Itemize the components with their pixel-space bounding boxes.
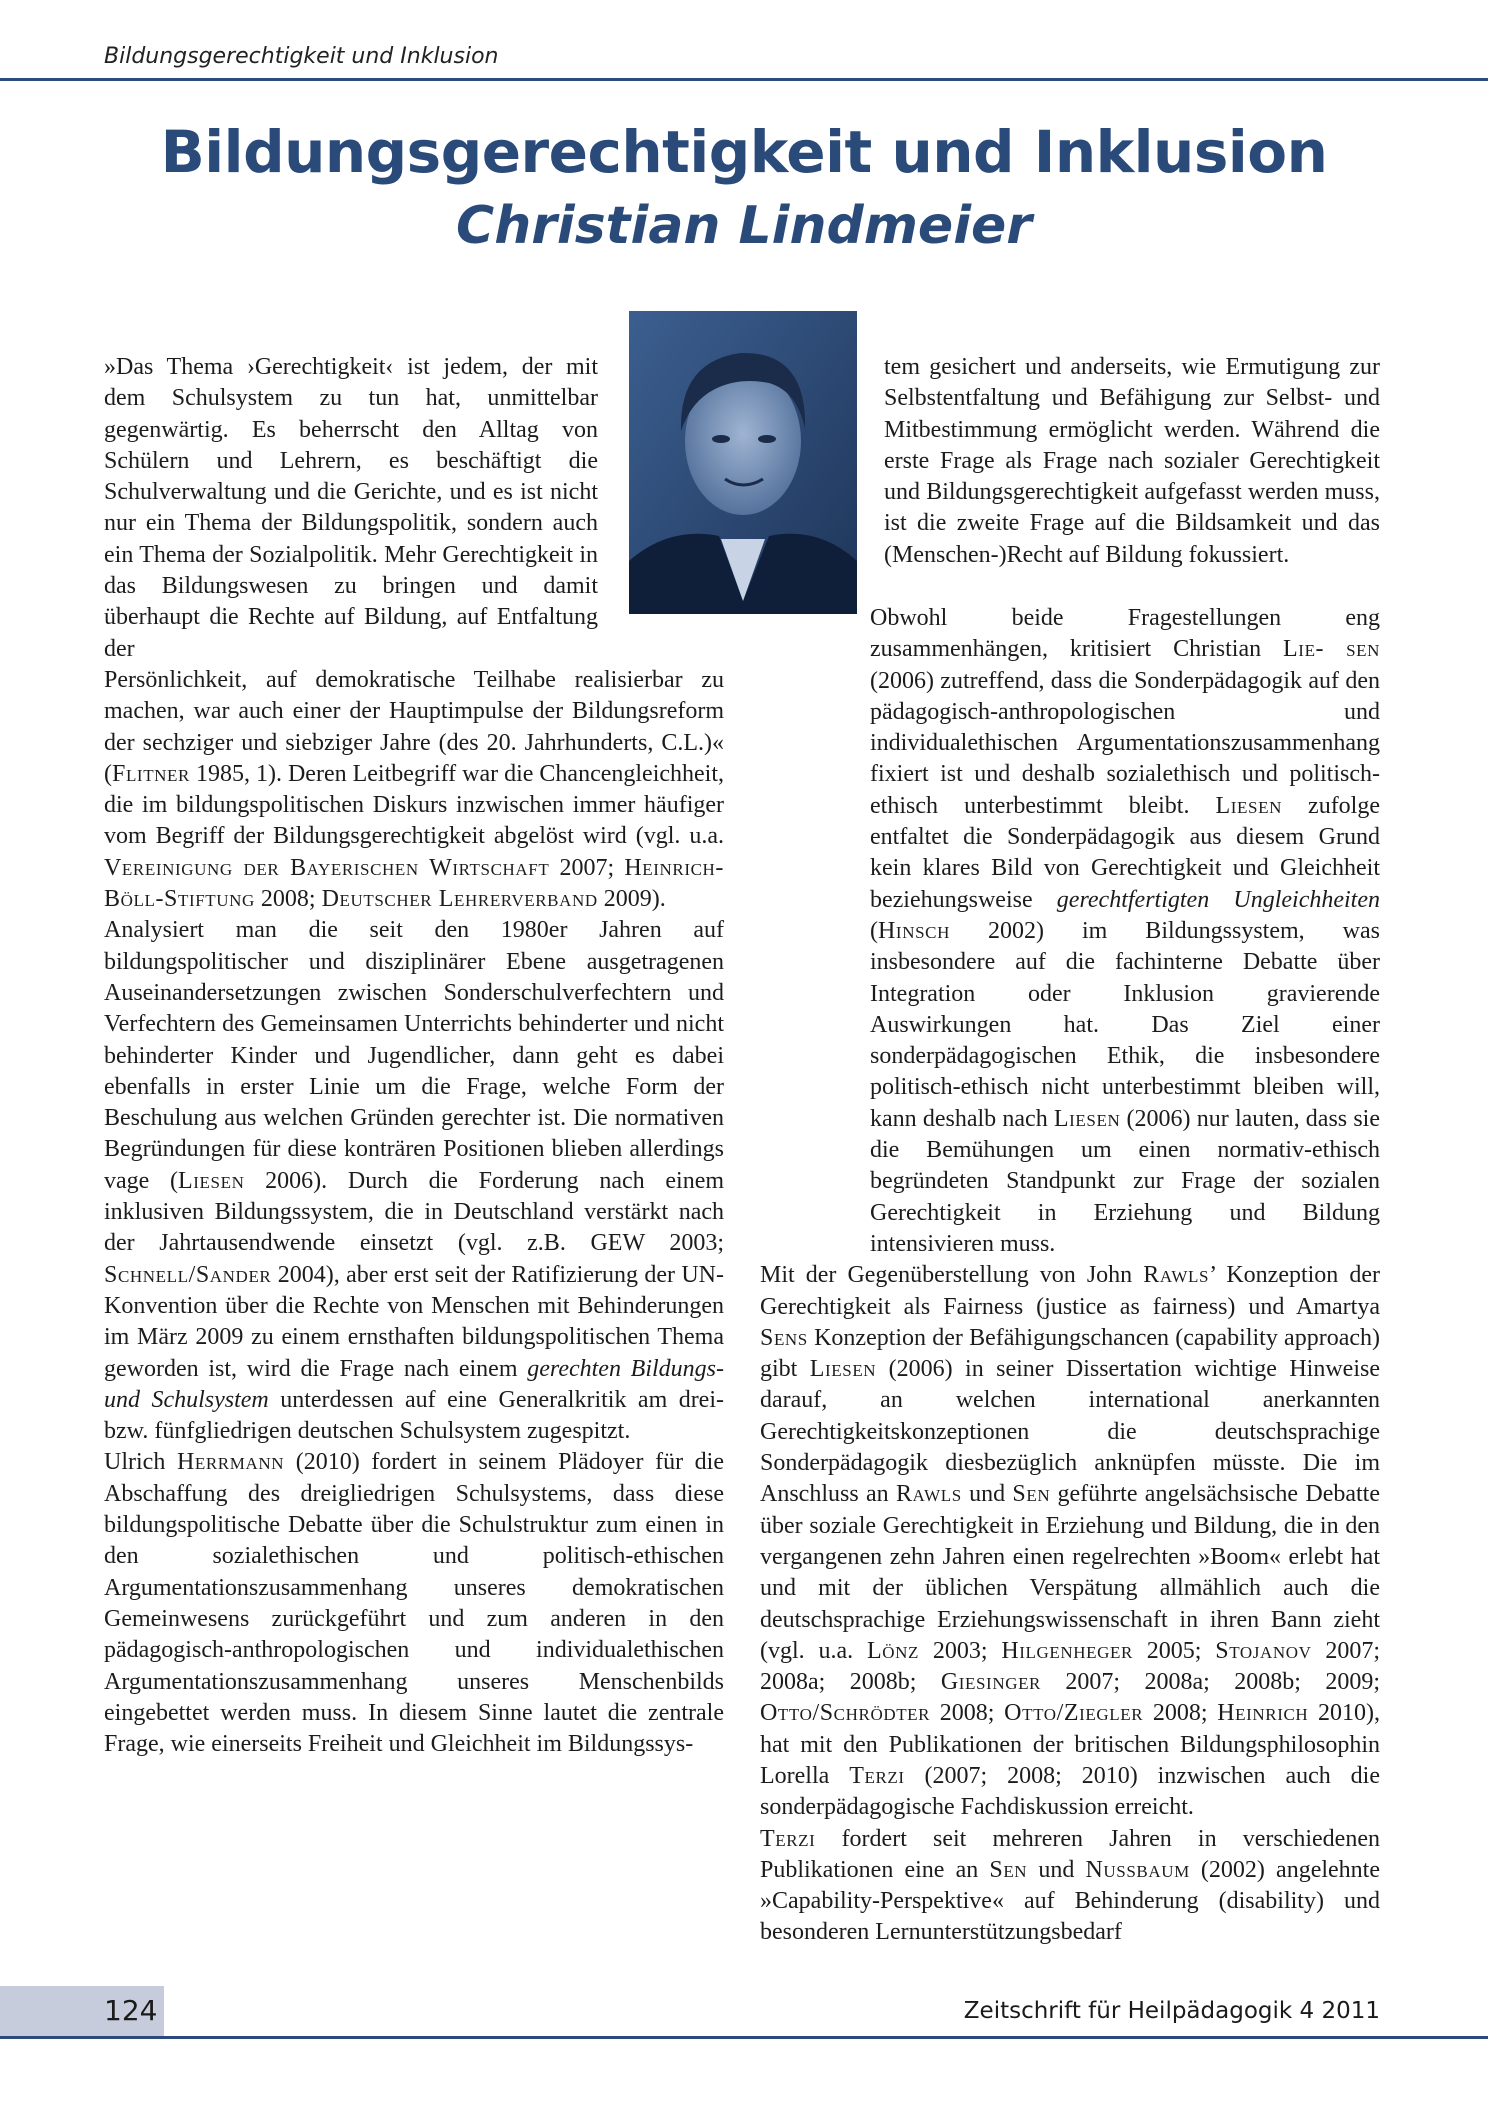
article-author: Christian Lindmeier [456,196,1032,256]
footer-rule [0,2036,1488,2039]
journal-citation: Zeitschrift für Heilpädagogik 4 2011 [963,1998,1380,2024]
header-rule [0,78,1488,81]
author-portrait-icon [629,311,857,614]
portrait-svg [629,311,857,614]
column-right [760,603,1380,1949]
paragraph: tem gesichert und anderseits, wie Ermutigung zur Selbstentfaltung und Befähigung zur Selbst- und Mitbestimmung ermöglicht werden. Während die erste Frage als Frage nach sozialer Gerechtigkeit und Bildungsgerechtigkeit aufgefasst werden muss, ist die zweite Frage auf die Bildsamkeit und das (Menschen-)Recht auf Bildung fokussiert. [884,354,1380,568]
page-number: 124 [104,1994,158,2027]
paragraph: Mit der Gegenüberstellung von John Rawls’ Konzeption der Gerechtigkeit als Fairness (justice as fairness) und Amartya Sens Konzeption der Befähigungschancen (capability approach) gibt Liesen (2006) in seiner Dissertation wichtige Hinweise darauf, an welchen international anerkannten Gerechtigkeitskonzeptionen die deutschsprachige Sonderpädagogik diesbezüglich anknüpfen müsste. Die im Anschluss an Rawls und Sen geführte angelsächsische Debatte über soziale Gerechtigkeit in Erziehung und Bildung, die in den vergangenen zehn Jahren einen regelrechten »Boom« erlebt hat und mit der üblichen Verspätung allmählich auch die deutschsprachige Erziehungswissenschaft in ihren Bann zieht (vgl. u.a. Lönz 2003; Hilgenheger 2005; Stojanov 2007; 2008a; 2008b; Giesinger 2007; 2008a; 2008b; 2009; Otto/Schrödter 2008; Otto/Ziegler 2008; Heinrich 2010), hat mit den Publikationen der britischen Bildungsphilosophin Lorella Terzi (2007; 2008; 2010) inzwischen auch die sonderpädagogische Fachdiskussion erreicht. [760,1262,1381,1821]
paragraph: Analysiert man die seit den 1980er Jahren auf bildungspolitischer und disziplinärer Ebene ausgetragenen Auseinandersetzungen zwischen Sonderschulverfechtern und Verfechtern des Gemeinsamen Unterrichts behinderter und nicht behinderter Kinder und Jugendlicher, dann geht es dabei ebenfalls in erster Linie um die Frage, welche Form der Beschulung aus welchen Gründen gerechter ist. Die normativen Begründungen für diese konträren Positionen blieben allerdings vage (Liesen 2006). Durch die Forderung nach einem inklusiven Bildungssystem, die in Deutschland verstärkt nach der Jahrtausendwende einsetzt (vgl. z.B. GEW 2003; Schnell/Sander 2004), aber erst seit der Ratifizierung der UN-Konvention über die Rechte von Menschen mit Behinderungen im März 2009 zu einem ernsthaften bildungspolitischen Thema geworden ist, wird die Frage nach einem gerechten Bildungs- und Schulsystem unterdessen auf eine Generalkritik am drei- bzw. fünfgliedrigen deutschen Schulsystem zugespitzt. [104,917,725,1445]
column-left-top [104,352,598,665]
column-left [104,665,724,1760]
paragraph: Persönlichkeit, auf demokratische Teilhabe realisierbar zu machen, war auch einer der Hauptimpulse der Bildungsreform der sechziger und siebziger Jahre (des 20. Jahrhunderts, C.L.)« (Flitner 1985, 1). Deren Leitbegriff war die Chancengleichheit, die im bildungspolitischen Diskurs inzwischen immer häufiger vom Begriff der Bildungsgerechtigkeit abgelöst wird (vgl. u.a. Vereinigung der Bayerischen Wirtschaft 2007; Heinrich-Böll-Stiftung 2008; Deutscher Lehrerverband 2009). [104,667,725,913]
paragraph: »Das Thema ›Gerechtigkeit‹ ist jedem, der mit dem Schulsystem zu tun hat, unmittelbar gegenwärtig. Es beherrscht den Alltag von Schülern und Lehrern, es beschäftigt die Schulverwaltung und die Gerichte, und es ist nicht nur ein Thema der Bildungspolitik, sondern auch ein Thema der Sozialpolitik. Mehr Gerechtigkeit in das Bildungswesen zu bringen und damit überhaupt die Rechte auf Bildung, auf Entfaltung der [104,354,598,662]
article-title: Bildungsgerechtigkeit und Inklusion [160,118,1328,186]
paragraph: Obwohl beide Fragestellungen eng zusammenhängen, kritisiert Christian Lie- sen (2006) zutreffend, dass die Sonderpädagogik auf den pädagogisch-anthropologischen und individualethischen Argumentationszusammenhang fixiert ist und deshalb sozialethisch und politisch-ethisch unterbestimmt bleibt. Liesen zufolge entfaltet die Sonderpädagogik aus diesem Grund kein klares Bild von Gerechtigkeit und Gleichheit beziehungsweise gerechtfertigten Ungleichheiten (Hinsch 2002) im Bildungssystem, was insbesondere auf die fachinterne Debatte über Integration oder Inklusion gravierende Auswirkungen hat. Das Ziel einer sonderpädagogischen Ethik, die insbesondere politisch-ethisch nicht unterbestimmt bleiben will, kann deshalb nach Liesen (2006) nur lauten, dass sie die Bemühungen um einen normativ-ethisch begründeten Standpunkt zur Frage der sozialen Gerechtigkeit in Erziehung und Bildung intensivieren muss. [870,605,1381,1257]
paragraph: Terzi fordert seit mehreren Jahren in verschiedenen Publikationen eine an Sen und Nussbaum (2002) angelehnte »Capability-Perspektive« auf Behinderung (disability) und besonderen Lernunterstützungsbedarf [760,1825,1381,1946]
running-head: Bildungsgerechtigkeit und Inklusion [104,44,499,69]
paragraph: Ulrich Herrmann (2010) fordert in seinem Plädoyer für die Abschaffung des dreigliedrigen Schulsystems, dass diese bildungspolitische Debatte über die Schulstruktur zum einen in den sozialethischen und politisch-ethischen Argumentationszusammenhang unseres demokratischen Gemeinwesens zurückgeführt und zum anderen in den pädagogisch-anthropologischen und individualethischen Argumentationszusammenhang unseres Menschenbilds eingebettet werden muss. In diesem Sinne lautet die zentrale Frage, wie einerseits Freiheit und Gleichheit im Bildungssys- [104,1449,724,1758]
column-right-top [884,352,1380,571]
